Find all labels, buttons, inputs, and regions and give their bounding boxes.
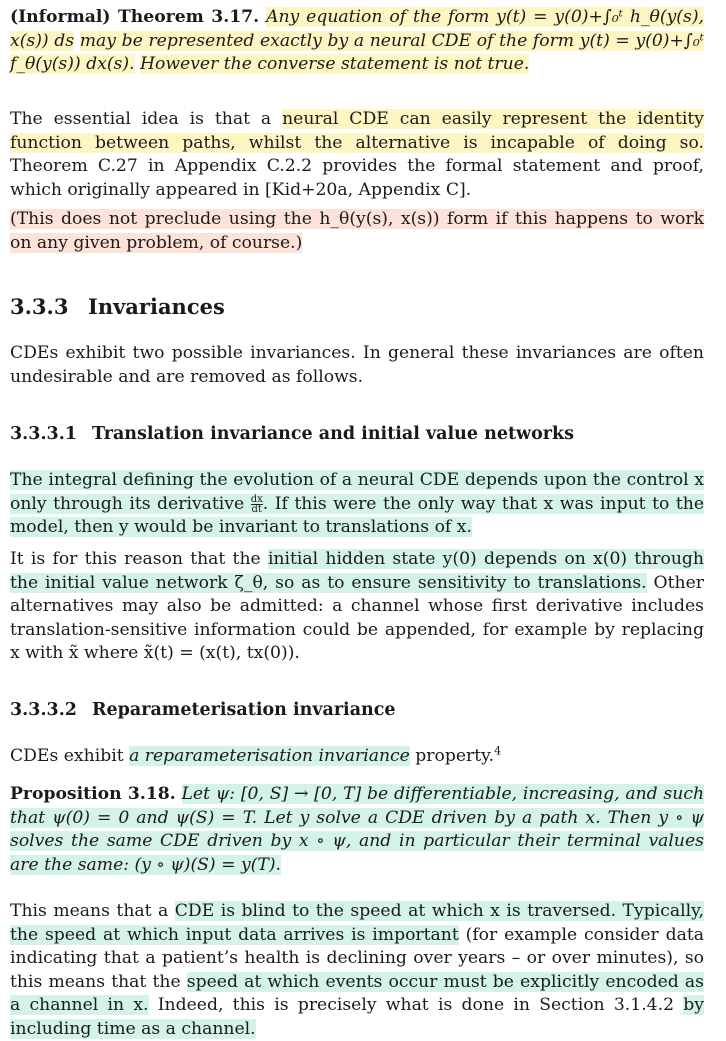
highlight-reparam: a reparameterisation invariance	[129, 746, 410, 766]
text-span: Indeed, this is precisely what is done in Section 3.1.4.2	[148, 995, 684, 1015]
paragraph-essential-idea	[10, 108, 704, 202]
highlight-time-channel: by including time as a channel.	[10, 995, 704, 1039]
highlight-remark: (This does not preclude using the h_θ(y(s), x(s)) form if this happens to work on any given problem, of course.)	[10, 209, 704, 253]
section-heading-3-3-3-1	[10, 424, 574, 444]
proposition-3-18	[10, 783, 704, 877]
derivative-fraction	[251, 495, 263, 514]
text-span: Theorem C.27 in Appendix C.2.2 provides the formal statement and proof, which originally appeared in [Kid+20a, Appendix C].	[10, 156, 704, 200]
paragraph-remark	[10, 208, 704, 255]
section-title: Translation invariance and initial value networks	[92, 424, 574, 444]
section-number: 3.3.3.2	[10, 700, 77, 720]
fraction-numerator: dx	[250, 493, 263, 505]
fraction-denominator: dt	[251, 503, 262, 515]
text-span: CDEs exhibit two possible invariances. In general these invariances are often undesirable and are removed as follows.	[10, 343, 704, 387]
theorem-statement-line2: may be represented exactly by a neural CDE of the form y(t) = y(0)+∫₀ᵗ f_θ(y(s)) dx(s).	[10, 30, 704, 74]
text-span: The integral defining the evolution of a neural CDE depends upon the control x only through its derivative	[10, 470, 704, 514]
text-span: . If this were the only way that x was input to the model, then y would be invariant to translations of x.	[10, 493, 705, 537]
highlight-translation	[10, 470, 704, 537]
text-span: (for example consider data indicating that a patient’s health is declining over years – or over minutes), so this means that the	[10, 924, 704, 992]
highlight-initial-state: initial hidden state y(0) depends on x(0) through the initial value network ζ_θ, so as to ensure sensitivity to translations.	[10, 549, 704, 593]
text-span: The essential idea is that a	[10, 109, 283, 129]
theorem-statement-line3: However the converse statement is not true.	[139, 54, 530, 74]
proposition-statement: Let ψ: [0, S] → [0, T] be differentiable, increasing, and such that ψ(0) = 0 and ψ(S) = T. Let y solve a CDE driven by a path x. Then y ∘ ψ solves the same CDE driven by x ∘ ψ, and in particular their terminal values are the same: (y ∘ ψ)(S) = y(T).	[10, 784, 705, 875]
theorem-3-17	[10, 6, 704, 77]
paragraph-speed	[10, 900, 704, 1041]
theorem-statement-line1: Any equation of the form y(t) = y(0)+∫₀ᵗ h_θ(y(s), x(s)) ds	[10, 7, 705, 51]
paragraph-translation-invariance	[10, 469, 704, 540]
text-span: This means that a	[10, 901, 175, 921]
section-heading-3-3-3-2	[10, 700, 396, 720]
section-title: Invariances	[88, 294, 225, 319]
section-heading-3-3-3	[10, 294, 225, 319]
footnote-marker[interactable]: 4	[494, 744, 502, 758]
text-span: CDEs exhibit	[10, 746, 130, 766]
highlight-identity-function: neural CDE can easily represent the identity function between paths, whilst the alternative is incapable of doing so.	[10, 109, 704, 153]
text-span: Other alternatives may also be admitted: a channel whose first derivative includes translation-sensitive information could be appended, for example by replacing x with x̃ where x̃(t) = (x(t), tx(0)).	[10, 572, 704, 663]
highlight-encode-channel: speed at which events occur must be explicitly encoded as a channel in x.	[10, 971, 704, 1015]
text-span: It is for this reason that the	[10, 549, 268, 569]
section-number: 3.3.3	[10, 294, 69, 319]
section-number: 3.3.3.1	[10, 424, 77, 444]
paragraph-initial-value-network	[10, 548, 704, 666]
section-title: Reparameterisation invariance	[92, 700, 396, 720]
text-span: property.	[409, 746, 495, 766]
theorem-label: (Informal) Theorem 3.17.	[10, 7, 260, 27]
highlight-blind-to-speed: CDE is blind to the speed at which x is traversed. Typically, the speed at which input data arrives is important	[10, 901, 704, 945]
paragraph-reparam-intro	[10, 745, 704, 769]
proposition-label: Proposition 3.18.	[10, 784, 176, 804]
paragraph-invariances-intro	[10, 342, 704, 389]
